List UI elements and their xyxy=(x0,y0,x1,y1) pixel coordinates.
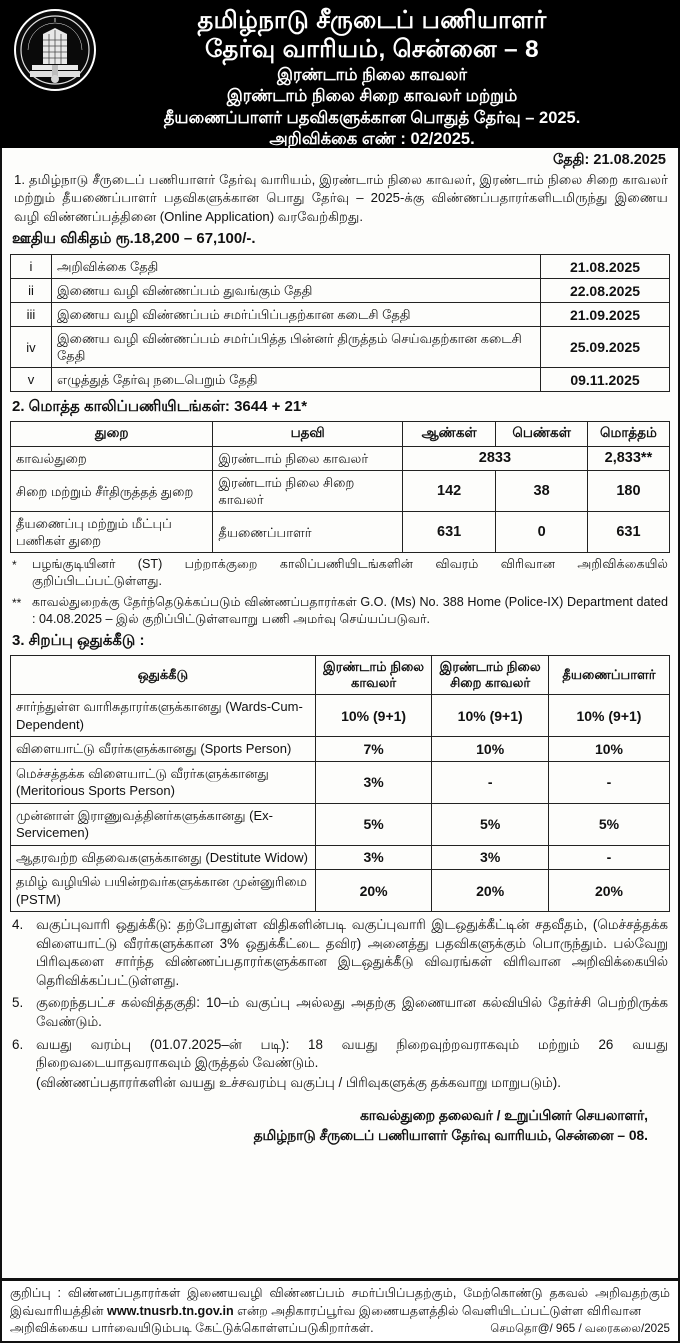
table-row xyxy=(11,255,670,279)
table-row xyxy=(11,695,670,737)
table-row xyxy=(11,512,670,553)
cell-total: 2,833** xyxy=(587,447,669,471)
column-header-male: ஆண்கள் xyxy=(402,422,495,447)
table-row xyxy=(11,327,670,368)
intro-paragraph-text: தமிழ்நாடு சீருடைப் பணியாளர் தேர்வு வாரியம், இரண்டாம் நிலை காவலர், இரண்டாம் நிலை சிறை காவலர் மற்றும் தீயணைப்பாளர் பதவிகளுக்கான பொது தேர்வு – 2025-க்கு விண்ணப்பதாரர்களிடமிருந்து இணைய வழி விண்ணப்பத்தினை (Online Application) வரவேற்கிறது. xyxy=(14,172,668,224)
clause-text xyxy=(36,1036,668,1093)
cell-post: தீயணைப்பாளர் xyxy=(213,512,403,553)
clause-sub-text: (விண்ணப்பதாரர்களின் வயது உச்சவரம்பு வகுப்பு / பிரிவுகளுக்கு தக்கவாறு மாறுபடும்). xyxy=(36,1074,561,1090)
row-label: இணைய வழி விண்ணப்பம் சமர்ப்பித்த பின்னர் திருத்தம் செய்வதற்கான கடைசி தேதி xyxy=(52,327,541,368)
vacancies-table xyxy=(10,421,670,553)
column-header-category: ஒதுக்கீடு xyxy=(11,656,316,695)
table-row xyxy=(11,471,670,512)
footnote-text: பழங்குடியினர் (ST) பற்றாக்குறை காலிப்பணியிடங்களின் விவரம் விரிவான அறிவிக்கையில் குறிப்பிடப்பட்டுள்ளது. xyxy=(32,557,668,589)
clause-number: 5. xyxy=(12,995,24,1011)
row-label: எழுத்துத் தேர்வு நடைபெறும் தேதி xyxy=(52,368,541,392)
column-header-department: துறை xyxy=(11,422,213,447)
cell-value-col3: 10% xyxy=(548,737,669,762)
table-row xyxy=(11,737,670,762)
cell-post: இரண்டாம் நிலை சிறை காவலர் xyxy=(213,471,403,512)
clause-text: வகுப்புவாரி ஒதுக்கீடு: தற்போதுள்ள விதிகளின்படி வகுப்புவாரி இடஒதுக்கீட்டின் சதவீதம், (மெச்சத்தக்க விளையாட்டு வீரர்களுக்கான 3% ஒதுக்கீட்டை தவிர) அனைத்து பதவிகளுக்கும் பொருந்தும். பல்வேறு பிரிவுகளை சார்ந்த விண்ணப்பதாரர்களுக்கான இடஒதுக்கீடு விவரங்கள் விரிவான அறிவிக்கையில் தெரிவிக்கப்பட்டுள்ளது. xyxy=(36,917,668,988)
cell-department: காவல்துறை xyxy=(11,447,213,471)
row-value: 21.08.2025 xyxy=(541,255,670,279)
column-header-female: பெண்கள் xyxy=(496,422,588,447)
cell-department: சிறை மற்றும் சீர்திருத்தத் துறை xyxy=(11,471,213,512)
document-body xyxy=(0,148,680,1280)
header-subtitle-line2: இரண்டாம் நிலை சிறை காவலர் மற்றும் xyxy=(226,87,518,105)
header-title-line1: தமிழ்நாடு சீருடைப் பணியாளர் xyxy=(197,7,547,34)
column-header-grade2-jail-warder: இரண்டாம் நிலை சிறை காவலர் xyxy=(432,656,549,695)
vacancies-table-head xyxy=(11,422,670,447)
table-header-row xyxy=(11,422,670,447)
table-header-row xyxy=(11,656,670,695)
clause-age-limit xyxy=(12,1036,668,1093)
row-label: இணைய வழி விண்ணப்பம் சமர்ப்பிப்பதற்கான கடைசி தேதி xyxy=(52,303,541,327)
column-header-total: மொத்தம் xyxy=(587,422,669,447)
vacancy-footnote-go xyxy=(12,594,668,628)
clause-number: 4. xyxy=(12,917,24,933)
footer-last-line xyxy=(10,1320,670,1338)
row-value: 22.08.2025 xyxy=(541,279,670,303)
reservation-table-head xyxy=(11,656,670,695)
vacancies-section-title: 2. மொத்த காலிப்பணியிடங்கள்: 3644 + 21* xyxy=(12,398,308,416)
reservation-section-title: 3. சிறப்பு ஒதுக்கீடு : xyxy=(12,632,145,650)
footer-reference-code: செமதொ@/ 965 / வரைகலை/2025 xyxy=(490,1322,670,1336)
cell-value-col3: - xyxy=(548,845,669,870)
signature-board-name: தமிழ்நாடு சீருடைப் பணியாளர் தேர்வு வாரியம், சென்னை – 08. xyxy=(253,1128,648,1144)
tnusrb-emblem-icon xyxy=(14,9,96,91)
column-header-grade2-police: இரண்டாம் நிலை காவலர் xyxy=(315,656,432,695)
vacancy-footnote-st xyxy=(12,556,668,590)
clause-minimum-qualification xyxy=(12,994,668,1031)
footnote-marker: ** xyxy=(12,595,22,610)
cell-value-col1: 20% xyxy=(315,870,432,912)
salary-scale: ஊதிய விகிதம் ரூ.18,200 – 67,100/-. xyxy=(12,230,256,248)
signature-designation: காவல்துறை தலைவர் / உறுப்பினர் செயலாளர், xyxy=(359,1108,648,1124)
cell-value-col3: - xyxy=(548,761,669,803)
table-row xyxy=(11,368,670,392)
cell-value-col2: 10% xyxy=(432,737,549,762)
column-header-post: பதவி xyxy=(213,422,403,447)
header-subtitle-line1: இரண்டாம் நிலை காவலர் xyxy=(276,66,468,84)
cell-combined-count: 2833 xyxy=(402,447,587,471)
table-row xyxy=(11,447,670,471)
cell-value-col3: 5% xyxy=(548,803,669,845)
row-value: 25.09.2025 xyxy=(541,327,670,368)
row-value: 21.09.2025 xyxy=(541,303,670,327)
vacancies-table-body xyxy=(11,447,670,553)
table-row xyxy=(11,870,670,912)
row-index: v xyxy=(11,368,52,392)
special-reservation-table xyxy=(10,655,670,912)
official-website-url[interactable]: www.tnusrb.tn.gov.in xyxy=(107,1303,234,1318)
row-index: i xyxy=(11,255,52,279)
table-row xyxy=(11,279,670,303)
cell-value-col1: 10% (9+1) xyxy=(315,695,432,737)
cell-category: முன்னாள் இராணுவத்தினர்களுக்கானது (Ex-Servicemen) xyxy=(11,803,316,845)
cell-category: சார்ந்துள்ள வாரிசுதாரர்களுக்கானது (Wards-Cum-Dependent) xyxy=(11,695,316,737)
notification-number: அறிவிக்கை எண் : 02/2025. xyxy=(269,130,475,148)
clause-main-text: வயது வரம்பு (01.07.2025–ன் படி): 18 வயது நிறைவுற்றவராகவும் மற்றும் 26 வயது நிறைவடையாதவராகவும் இருத்தல் வேண்டும். xyxy=(36,1036,668,1071)
footer-note xyxy=(0,1280,680,1343)
row-index: iii xyxy=(11,303,52,327)
cell-department: தீயணைப்பு மற்றும் மீட்புப் பணிகள் துறை xyxy=(11,512,213,553)
table-row xyxy=(11,845,670,870)
cell-value-col1: 7% xyxy=(315,737,432,762)
cell-value-col2: 10% (9+1) xyxy=(432,695,549,737)
cell-post: இரண்டாம் நிலை காவலர் xyxy=(213,447,403,471)
cell-category: ஆதரவற்ற விதவைகளுக்கானது (Destitute Widow) xyxy=(11,845,316,870)
intro-paragraph-number: 1. xyxy=(14,172,25,187)
row-label: இணைய வழி விண்ணப்பம் துவங்கும் தேதி xyxy=(52,279,541,303)
footer-note-part3: அறிவிக்கைய பார்வையிடும்படி கேட்டுக்கொள்ளப்படுகிறார்கள். xyxy=(10,1321,374,1336)
cell-value-col2: 3% xyxy=(432,845,549,870)
clause-number: 6. xyxy=(12,1036,24,1052)
header-title-line2: தேர்வு வாரியம், சென்னை – 8 xyxy=(205,36,539,63)
cell-value-col3: 10% (9+1) xyxy=(548,695,669,737)
clause-communal-reservation xyxy=(12,916,668,990)
important-dates-table xyxy=(10,254,670,392)
cell-male: 142 xyxy=(402,471,495,512)
clause-text: குறைந்தபட்ச கல்வித்தகுதி: 10–ம் வகுப்பு அல்லது அதற்கு இணையான கல்வியில் தேர்ச்சி பெற்றிருக்க வேண்டும். xyxy=(36,995,668,1029)
cell-value-col3: 20% xyxy=(548,870,669,912)
cell-category: தமிழ் வழியில் பயின்றவர்களுக்கான முன்னுரிமை (PSTM) xyxy=(11,870,316,912)
table-row xyxy=(11,803,670,845)
important-dates-body xyxy=(11,255,670,392)
table-row xyxy=(11,303,670,327)
row-index: iv xyxy=(11,327,52,368)
footer-note-paragraph xyxy=(10,1285,670,1320)
cell-category: மெச்சத்தக்க விளையாட்டு வீரர்களுக்கானது (Meritorious Sports Person) xyxy=(11,761,316,803)
footer-note-part2: என்ற அதிகாரப்பூர்வ இணையதளத்தில் வெளியிடப்பட்டுள்ள விரிவான xyxy=(233,1303,642,1318)
footnote-marker: * xyxy=(12,558,17,573)
cell-total: 180 xyxy=(587,471,669,512)
cell-value-col1: 3% xyxy=(315,845,432,870)
cell-value-col1: 5% xyxy=(315,803,432,845)
cell-category: விளையாட்டு வீரர்களுக்கானது (Sports Person) xyxy=(11,737,316,762)
header-subtitle-line3: தீயணைப்பாளர் பதவிகளுக்கான பொதுத் தேர்வு – 2025. xyxy=(163,109,581,127)
reservation-table-body xyxy=(11,695,670,912)
signature-block xyxy=(10,1106,670,1146)
cell-value-col2: - xyxy=(432,761,549,803)
notice-date: தேதி: 21.08.2025 xyxy=(552,152,666,168)
cell-value-col2: 5% xyxy=(432,803,549,845)
intro-paragraph xyxy=(12,171,668,226)
cell-value-col1: 3% xyxy=(315,761,432,803)
footnote-text: காவல்துறைக்கு தேர்ந்தெடுக்கப்படும் விண்ணப்பதாரர்கள் G.O. (Ms) No. 388 Home (Police-IX) Department dated : 04.08.2025 – இல் குறிப்பிட்டுள்ளவாறு பணி அமர்வு செய்யப்படுவர். xyxy=(32,594,668,626)
cell-female: 38 xyxy=(496,471,588,512)
row-value: 09.11.2025 xyxy=(541,368,670,392)
footer-note-part1: குறிப்பு : விண்ணப்பதாரர்கள் இணையவழி விண்ணப்பம் சமர்ப்பிப்பதற்கும், மேற்கொண்டு தகவல் அறிவதற்கும் இவ்வாரியத்தின் xyxy=(10,1286,670,1318)
row-label: அறிவிக்கை தேதி xyxy=(52,255,541,279)
column-header-fireman: தீயணைப்பாளர் xyxy=(548,656,669,695)
cell-male: 631 xyxy=(402,512,495,553)
table-row xyxy=(11,761,670,803)
document-header xyxy=(0,0,680,148)
cell-value-col2: 20% xyxy=(432,870,549,912)
row-index: ii xyxy=(11,279,52,303)
cell-female: 0 xyxy=(496,512,588,553)
cell-total: 631 xyxy=(587,512,669,553)
